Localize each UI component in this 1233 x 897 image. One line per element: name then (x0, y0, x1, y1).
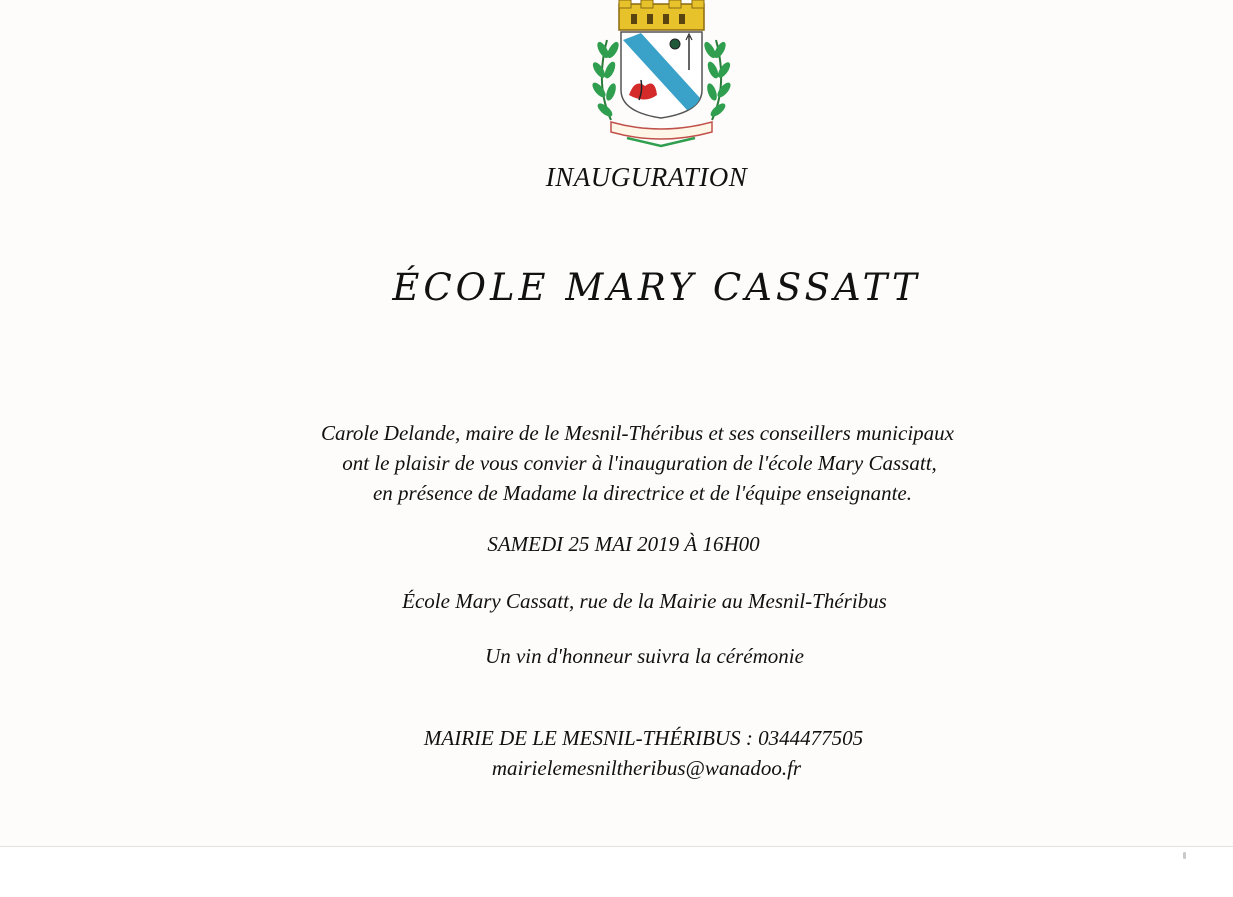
laurel-right (702, 40, 733, 120)
invitation-line-1: Carole Delande, maire de le Mesnil-Théribus et ses conseillers municipaux (321, 421, 954, 445)
school-title: ÉCOLE MARY CASSATT (392, 266, 921, 309)
scan-speck (1183, 852, 1186, 859)
laurel-left (590, 40, 621, 120)
contact-email: mairielemesniltheribus@wanadoo.fr (491, 756, 802, 780)
event-heading: INAUGURATION (545, 162, 748, 192)
coat-of-arms-icon (589, 0, 734, 150)
event-location: École Mary Cassatt, rue de la Mairie au Mesnil-Théribus (402, 589, 887, 613)
reception-note: Un vin d'honneur suivra la cérémonie (485, 644, 804, 668)
shield (621, 32, 702, 118)
invitation-line-2: ont le plaisir de vous convier à l'inauguration de l'école Mary Cassatt, (342, 451, 937, 475)
contact-phone: MAIRIE DE LE MESNIL-THÉRIBUS : 0344477505 (423, 726, 864, 750)
event-date: SAMEDI 25 MAI 2019 À 16H00 (487, 532, 760, 556)
crown (619, 0, 704, 30)
invitation-line-3: en présence de Madame la directrice et de l'équipe enseignante. (372, 481, 913, 505)
scan-margin (0, 847, 1233, 897)
motto-ribbon (611, 122, 712, 146)
